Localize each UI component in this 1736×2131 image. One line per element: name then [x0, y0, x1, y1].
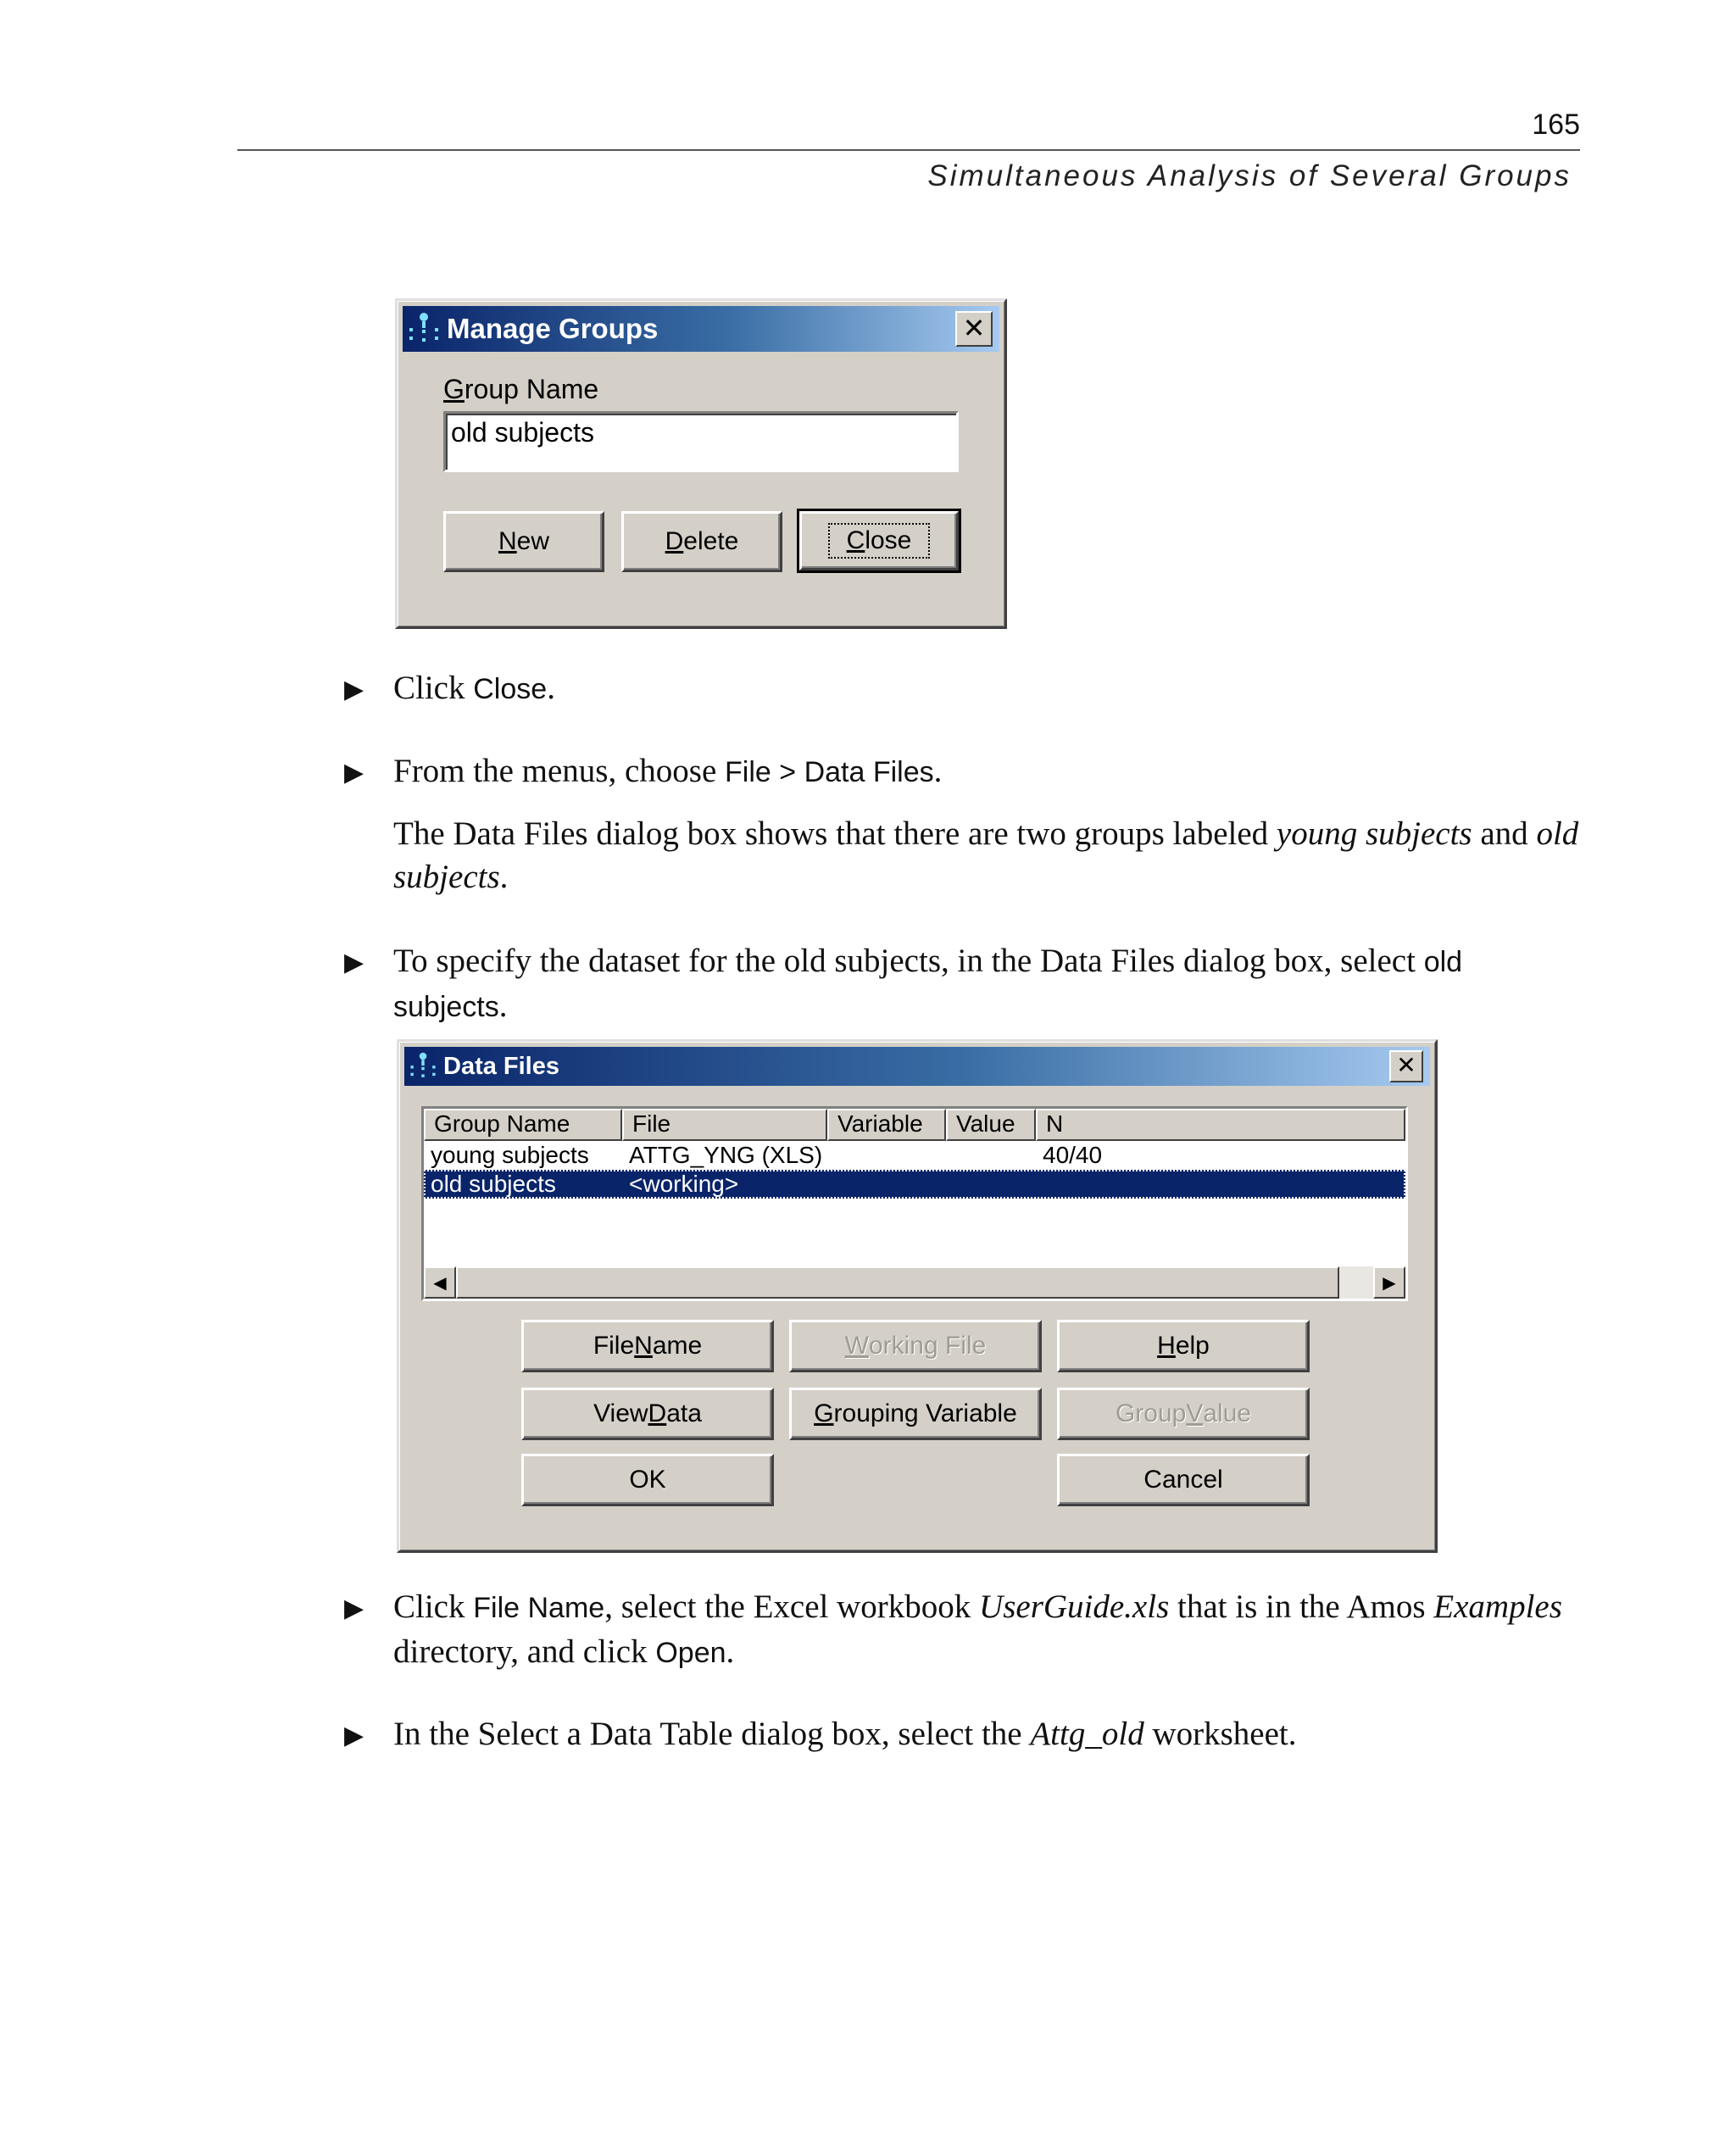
- step-bullet-icon: ▶: [344, 675, 364, 704]
- step-bullet-icon: ▶: [344, 758, 364, 787]
- data-files-dialog: [397, 1039, 1438, 1553]
- step-click-close: Click Close.: [393, 670, 555, 706]
- column-header-variable[interactable]: Variable: [827, 1109, 946, 1141]
- cell-group-name: young subjects: [431, 1142, 589, 1168]
- scroll-thumb[interactable]: [456, 1266, 1339, 1299]
- scroll-left-icon[interactable]: ◀: [424, 1266, 456, 1299]
- header-rule: [237, 149, 1580, 151]
- amos-app-icon: [408, 1051, 438, 1082]
- manage-groups-close-icon[interactable]: ✕: [955, 311, 993, 347]
- help-button[interactable]: H elp: [1057, 1320, 1310, 1372]
- cell-value: [946, 1141, 1036, 1170]
- ok-button[interactable]: OK: [521, 1454, 774, 1506]
- cancel-button[interactable]: Cancel: [1057, 1454, 1310, 1506]
- data-files-close-icon[interactable]: ✕: [1389, 1050, 1423, 1082]
- manage-groups-titlebar[interactable]: [403, 306, 999, 352]
- group-name-label: Group Name: [443, 374, 599, 404]
- working-file-button[interactable]: W orking File: [789, 1320, 1042, 1372]
- step-select-old-subjects: To specify the dataset for the old subjects, in the Data Files dialog box, select old subjects.: [393, 943, 1463, 1024]
- step-bullet-icon: ▶: [344, 1721, 364, 1750]
- cell-file: <working>: [629, 1171, 739, 1197]
- step-bullet-icon: ▶: [344, 948, 364, 977]
- new-button[interactable]: N ew: [443, 511, 604, 572]
- groups-list[interactable]: [421, 1106, 1408, 1301]
- cell-value: [946, 1170, 1036, 1199]
- close-button[interactable]: Close: [799, 511, 959, 570]
- column-header-group-name[interactable]: Group Name: [424, 1109, 622, 1141]
- table-row[interactable]: [424, 1141, 1405, 1170]
- cell-variable: [827, 1141, 946, 1170]
- step-choose-data-files: From the menus, choose File > Data Files.: [393, 753, 943, 789]
- delete-button[interactable]: D elete: [621, 511, 782, 572]
- manage-groups-dialog: [395, 298, 1007, 629]
- step-select-worksheet: In the Select a Data Table dialog box, select the Attg_old worksheet.: [393, 1716, 1297, 1752]
- file-name-button[interactable]: File N ame: [521, 1320, 774, 1372]
- cell-group-name: old subjects: [431, 1171, 556, 1197]
- step-bullet-icon: ▶: [344, 1594, 364, 1623]
- page-number: 165: [1532, 108, 1580, 141]
- cell-variable: [827, 1170, 946, 1199]
- column-header-value[interactable]: Value: [946, 1109, 1036, 1141]
- column-header-file[interactable]: File: [622, 1109, 827, 1141]
- group-value-button[interactable]: Group V alue: [1057, 1388, 1310, 1440]
- manage-groups-title: Manage Groups: [447, 313, 659, 344]
- amos-app-icon: [406, 311, 442, 347]
- data-files-title: Data Files: [443, 1052, 559, 1080]
- step-click-file-name: Click File Name, select the Excel workbook UserGuide.xls that is in the Amos Examples directory, and click Open.: [393, 1589, 1562, 1670]
- data-files-explanation: The Data Files dialog box shows that there are two groups labeled young subjects and old subjects.: [393, 815, 1579, 895]
- horizontal-scrollbar[interactable]: [424, 1266, 1405, 1299]
- groups-list-header: [424, 1109, 1405, 1141]
- cell-file: ATTG_YNG (XLS): [629, 1142, 823, 1168]
- cell-n: 40/40: [1043, 1142, 1103, 1168]
- table-row-selected[interactable]: [424, 1170, 1405, 1199]
- scroll-right-icon[interactable]: ▶: [1373, 1266, 1405, 1299]
- group-name-input[interactable]: old subjects: [443, 411, 959, 472]
- view-data-button[interactable]: View D ata: [521, 1388, 774, 1440]
- data-files-titlebar[interactable]: [404, 1047, 1430, 1086]
- column-header-n[interactable]: N: [1036, 1109, 1405, 1141]
- grouping-variable-button[interactable]: G rouping Variable: [789, 1388, 1042, 1440]
- cell-n: [1036, 1170, 1405, 1199]
- running-title: Simultaneous Analysis of Several Groups: [927, 159, 1572, 192]
